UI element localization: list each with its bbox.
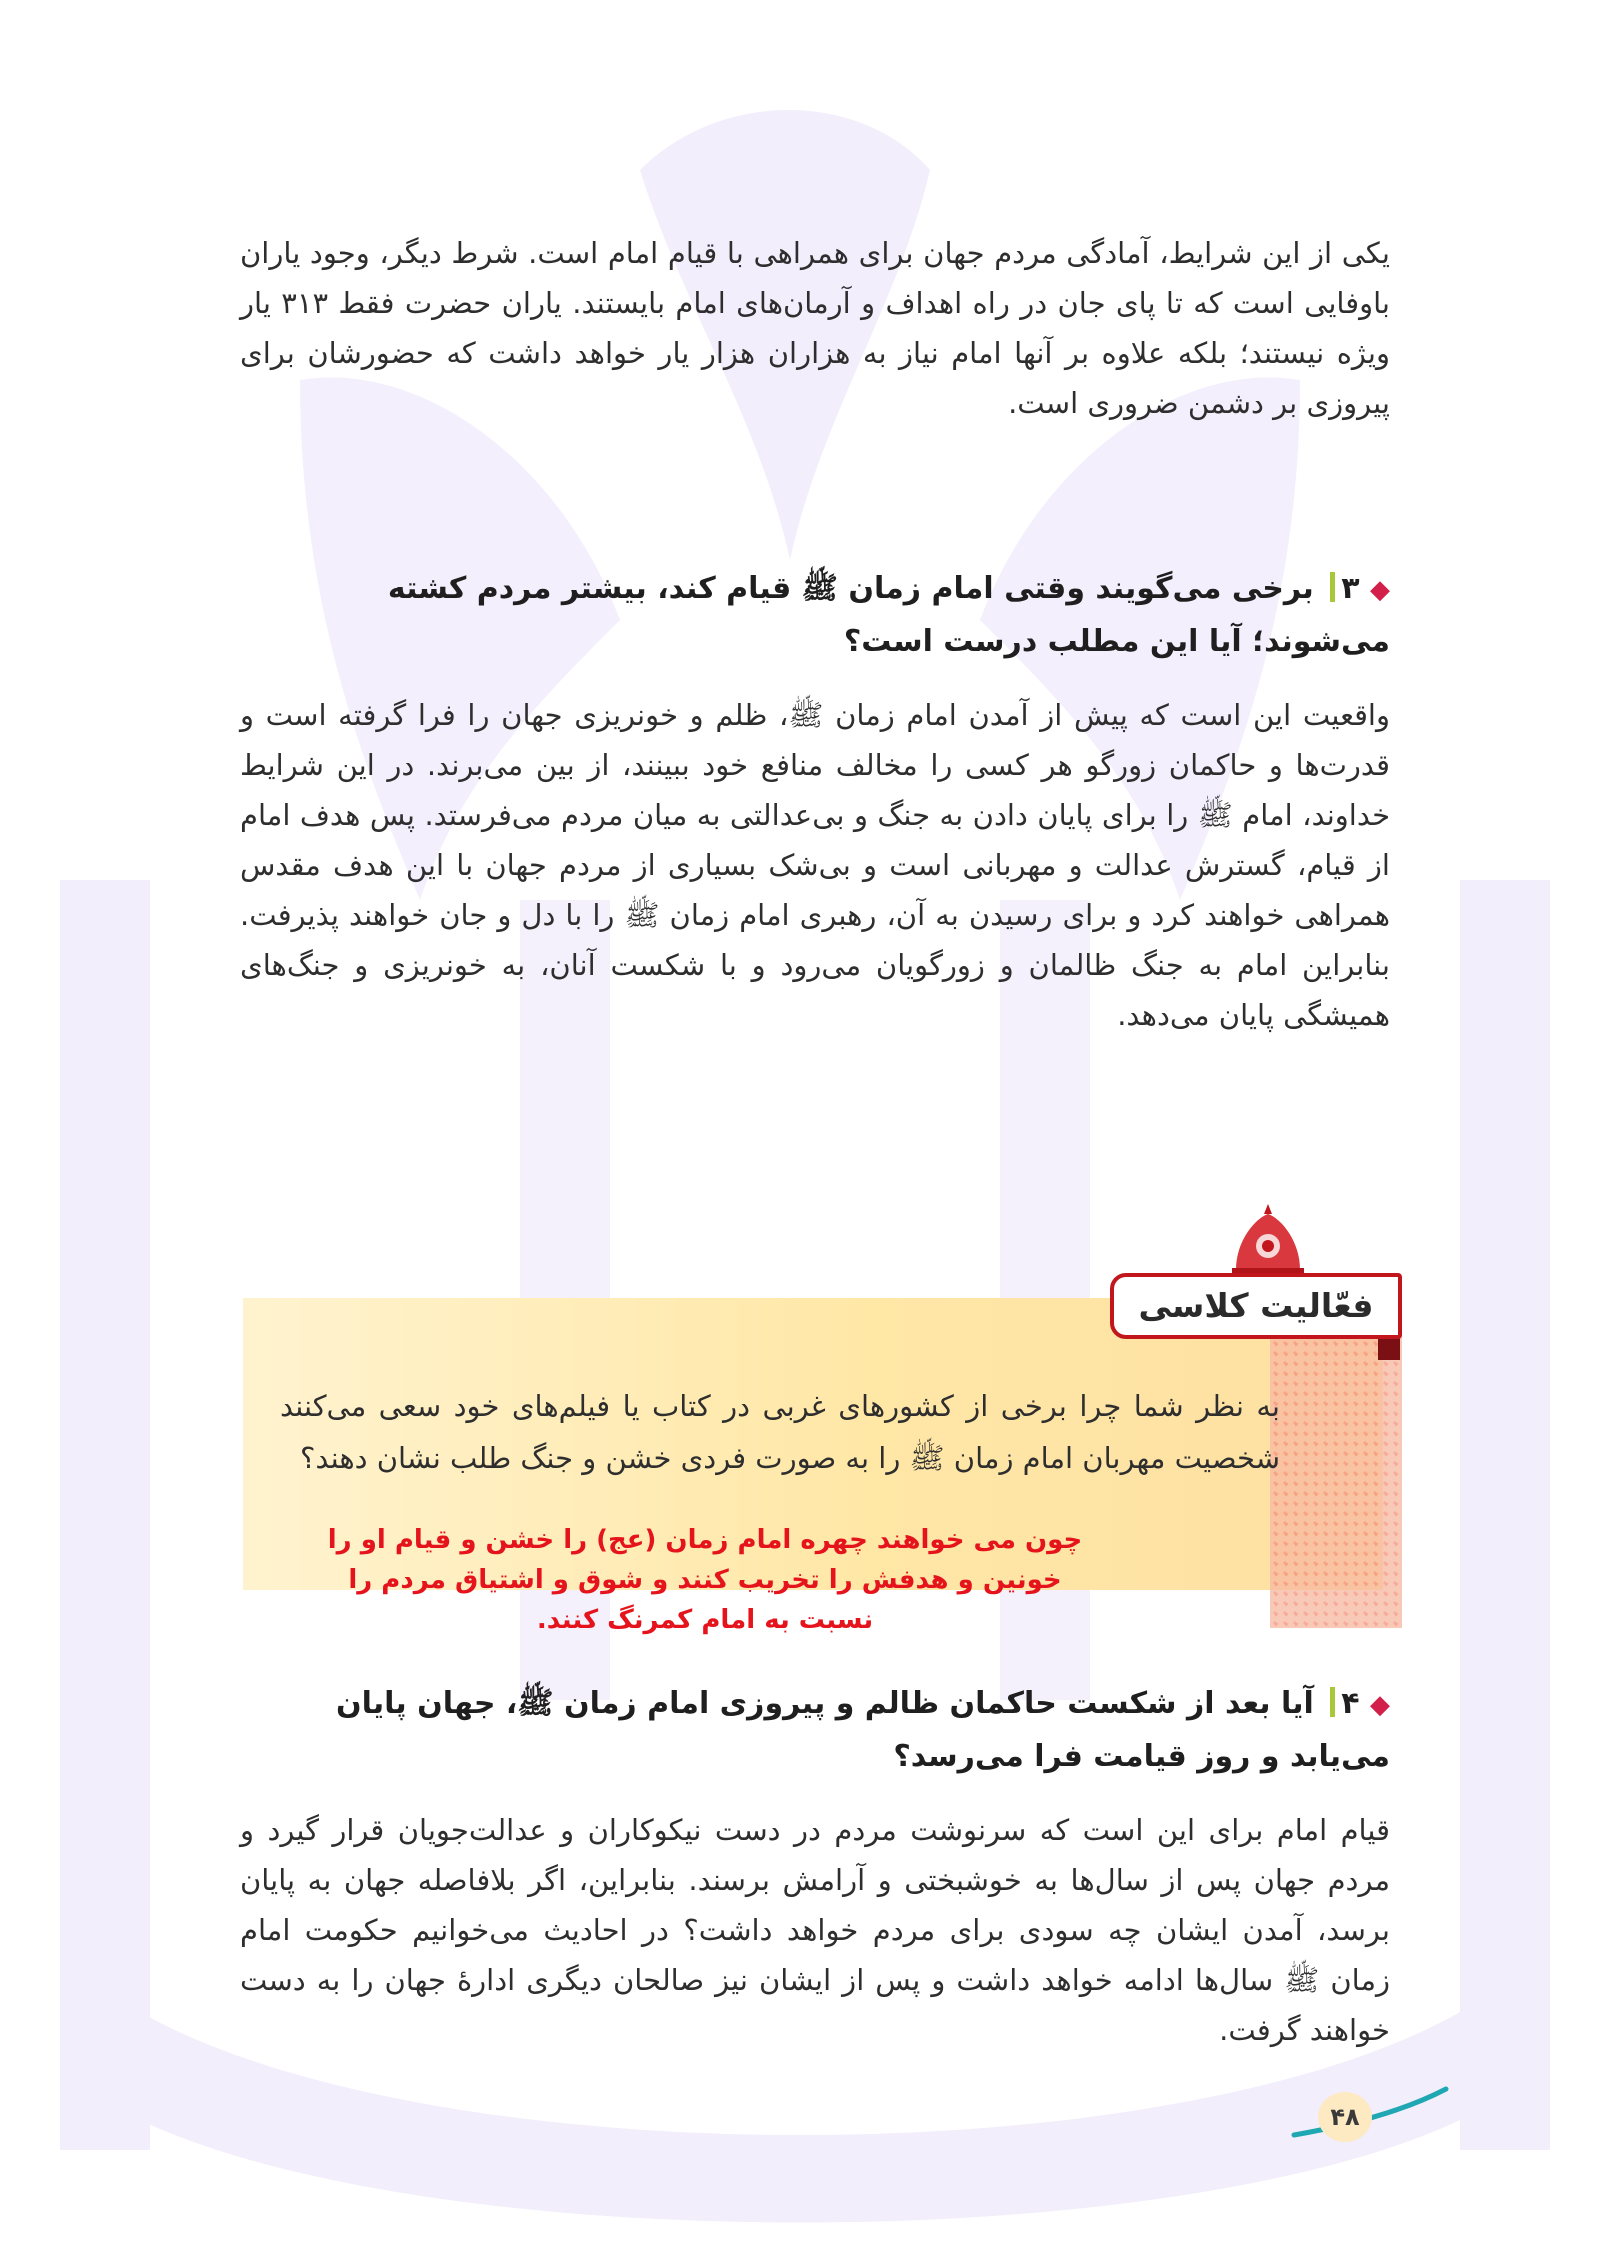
handwritten-answer: چون می خواهند چهره امام زمان (عج) را خشن و قیام او را خونین و هدفش را تخریب کنند و شوق و اشتیاق مردم را نسبت به امام کمرنگ کنند. [327, 1525, 1083, 1635]
question-3-heading [240, 563, 1390, 668]
question-4-heading [240, 1678, 1390, 1783]
class-activity-badge: فعّالیت کلاسی [1110, 1273, 1402, 1339]
accent-bar [1330, 1687, 1335, 1717]
question-3-answer: واقعیت این است که پیش از آمدن امام زمان ﷺ، ظلم و خونریزی جهان را فرا گرفته است و قدرت‌ها و حاکمان زورگو هر کسی را مخالف منافع خود ببینند، از بین می‌برند. در این شرایط خداوند، امام ﷺ را برای پایان دادن به جنگ و بی‌عدالتی به میان مردم می‌فرستد. پس هدف امام از قیام، گسترش عدالت و مهربانی است و بی‌شک بسیاری از مردم جهان با این هدف مقدس همراهی خواهند کرد و برای رسیدن به آن، رهبری امام زمان ﷺ را با دل و جان خواهند پذیرفت. بنابراین امام به جنگ ظالمان و زورگویان می‌رود و با شکست آنان، به خونریزی و جنگ‌های همیشگی پایان می‌دهد. [240, 698, 1390, 1032]
question-number: ۴ [1341, 1686, 1360, 1721]
question-4-answer: قیام امام برای این است که سرنوشت مردم در دست نیکوکاران و عدالت‌جویان قرار گیرد و مردم جهان پس از سال‌ها به خوشبختی و آرامش برسند. بنابراین، اگر بلافاصله جهان به پایان برسد، آمدن ایشان چه سودی برای مردم خواهد داشت؟ در احادیث می‌خوانیم حکومت امام زمان ﷺ سال‌ها ادامه خواهد داشت و پس از ایشان نیز صالحان دیگری ادارهٔ جهان را به دست خواهند گرفت. [240, 1813, 1390, 2047]
question-marker-icon: ◆ [1370, 1690, 1390, 1720]
intro-paragraph: یکی از این شرایط، آمادگی مردم جهان برای همراهی با قیام امام است. شرط دیگر، وجود یاران باوفایی است که تا پای جان در راه اهداف و آرمان‌های امام بایستند. یاران حضرت فقط ۳۱۳ یار ویژه نیستند؛ بلکه علاوه بر آنها امام نیاز به هزاران هزار یار خواهد داشت که حضورشان برای پیروزی بر دشمن ضروری است. [240, 236, 1390, 420]
question-3-text: برخی می‌گویند وقتی امام زمان ﷺ قیام کند، بیشتر مردم کشته می‌شوند؛ آیا این مطلب درست است؟ [387, 571, 1390, 659]
question-marker-icon: ◆ [1370, 575, 1390, 605]
question-number: ۳ [1341, 571, 1360, 606]
page-number: ۴۸ [1318, 2092, 1372, 2142]
question-4-text: آیا بعد از شکست حاکمان ظالم و پیروزی امام زمان ﷺ، جهان پایان می‌یابد و روز قیامت فرا می‌رسد؟ [336, 1686, 1390, 1774]
activity-prompt: به نظر شما چرا برخی از کشورهای غربی در کتاب یا فیلم‌های خود سعی می‌کنند شخصیت مهربان امام زمان ﷺ را به صورت فردی خشن و جنگ طلب نشان دهند؟ [280, 1389, 1280, 1475]
accent-bar [1330, 572, 1335, 602]
dome-ornament-icon [1226, 1200, 1310, 1280]
